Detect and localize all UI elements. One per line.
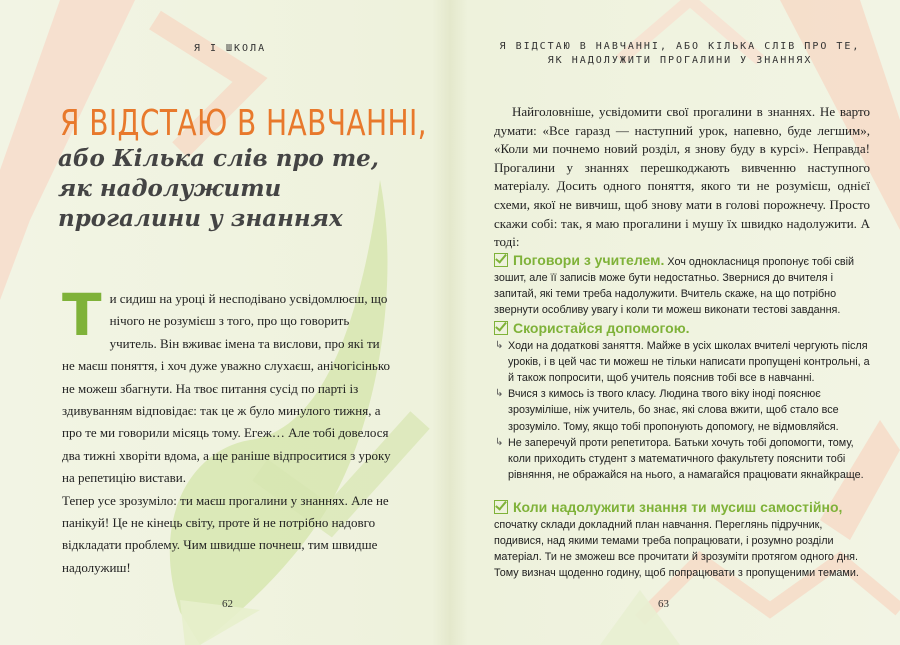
checkbox-icon [494, 253, 508, 267]
tip-heading: Коли надолужити знання ти мусиш самостійно, [513, 499, 843, 515]
tip-heading: Поговори з учителем. [513, 252, 665, 268]
tip-self-study [494, 499, 874, 581]
tip-heading: Скористайся допомогою. [513, 320, 690, 336]
intro-paragraph-1 [62, 281, 394, 490]
arrow-icon: ↳ [495, 436, 504, 448]
intro-paragraph-1-text: и сидиш на уроці й несподівано усвідомлюєш, що нічого не розумієш з того, про що говорить учитель. Він вживає імена та вислови, про які ти не маєш поняття, і хоч дуже уважно слухаєш, анічогісінько не можеш збагнути. На твоє питання сусід по парті із здивуванням відповідає: так це ж було минулого тижня, а про те ми говорили місяць тому. Егеж… Але тобі довелося два тижні хворіти вдома, а ще раніше відпроситися з уроку на репетицію вистави. [62, 291, 391, 486]
right-page [450, 0, 900, 645]
list-item-text: Вчися з кимось із твого класу. Людина твого віку іноді пояснює зрозуміліше, ніж учитель, бо знає, які слова вжити, щоб стало все зрозуміло. Тому, якщо тобі пропонують допомогу, не відмовляйся. [508, 388, 839, 433]
checkbox-icon [494, 500, 508, 514]
tip-text: Хоч однокласниця пропонує тобі свій зошит, але її записів може бути недостатньо. Звернися до вчителя і запитай, які теми треба надолужити. Вчитель скаже, на що потрібно звернути особливу увагу і коли ти можеш виконати тестові завдання. [494, 256, 855, 317]
list-item-text: Не заперечуй проти репетитора. Батьки хочуть тобі допомогти, тому, коли приходить студент з математичного факультету пояснити тобі рівняння, не ображайся на нього, а намагайся працювати якнайкраще. [508, 436, 864, 481]
page-number-left: 62 [222, 598, 233, 610]
running-head-right-line-2: ЯК НАДОЛУЖИТИ ПРОГАЛИНИ У ЗНАННЯХ [547, 55, 813, 66]
arrow-icon: ↳ [495, 388, 504, 400]
running-head-right [490, 40, 870, 68]
page-number-right: 63 [658, 598, 669, 610]
body-text [494, 103, 870, 252]
list-item [494, 435, 874, 483]
tip-get-help [494, 320, 874, 483]
tip-heading-row [494, 320, 874, 338]
drop-cap: Т [62, 281, 102, 349]
intro-text [62, 281, 394, 579]
checkbox-icon [494, 321, 508, 335]
chapter-title: Я ВІДСТАЮ В НАВЧАННІ, [60, 103, 428, 144]
list-item-text: Ходи на додаткові заняття. Майже в усіх школах вчителі чергують після уроків, і в цей час ти можеш не тільки написати пропущені контрольні, а й також попросити, щоб учитель пояснив тобі все в навчанні. [508, 340, 870, 385]
tip-text: спочатку склади докладний план навчання. Переглянь підручник, подивися, над якими темами треба попрацювати, і розумно розділи матеріал. Ти не зможеш все прочитати й зрозуміти протягом одного дня. Тому визнач щоденно годину, щоб попрацювати з пропущеними темами. [494, 519, 859, 580]
body-paragraph: Найголовніше, усвідомити свої прогалини в знаннях. Не варто думати: «Все гаразд — наступний урок, напевно, буде легшим», «Коли ми почнемо новий розділ, я знову буду в курсі». Неправда! Прогалини у знаннях перешкоджають вивченню наступного матеріалу. Досить одного поняття, якого ти не розумієш, однієї схеми, якої не вивчиш, щоб знову мати в голові порожнечу. Просто скажи собі: так, я маю прогалини і мушу їх швидко надолужити. А тоді: [494, 104, 870, 250]
running-head-left: Я І ШКОЛА [193, 43, 267, 54]
chapter-subtitle: або Кілька слів про те, як надолужити прогалини у знаннях [58, 145, 379, 232]
running-head-right-line-1: Я ВІДСТАЮ В НАВЧАННІ, АБО КІЛЬКА СЛІВ ПРО ТЕ, [499, 41, 861, 52]
list-item [494, 386, 874, 434]
intro-paragraph-2: Тепер усе зрозуміло: ти маєш прогалини у знаннях. Але не панікуй! Це не кінець світу, проте й не потрібно надовго відкладати проблему. Чим швидше почнеш, тим швидше надолужиш! [62, 492, 389, 575]
arrow-icon: ↳ [495, 340, 504, 352]
list-item [494, 338, 874, 386]
tip-talk-to-teacher [494, 252, 874, 318]
